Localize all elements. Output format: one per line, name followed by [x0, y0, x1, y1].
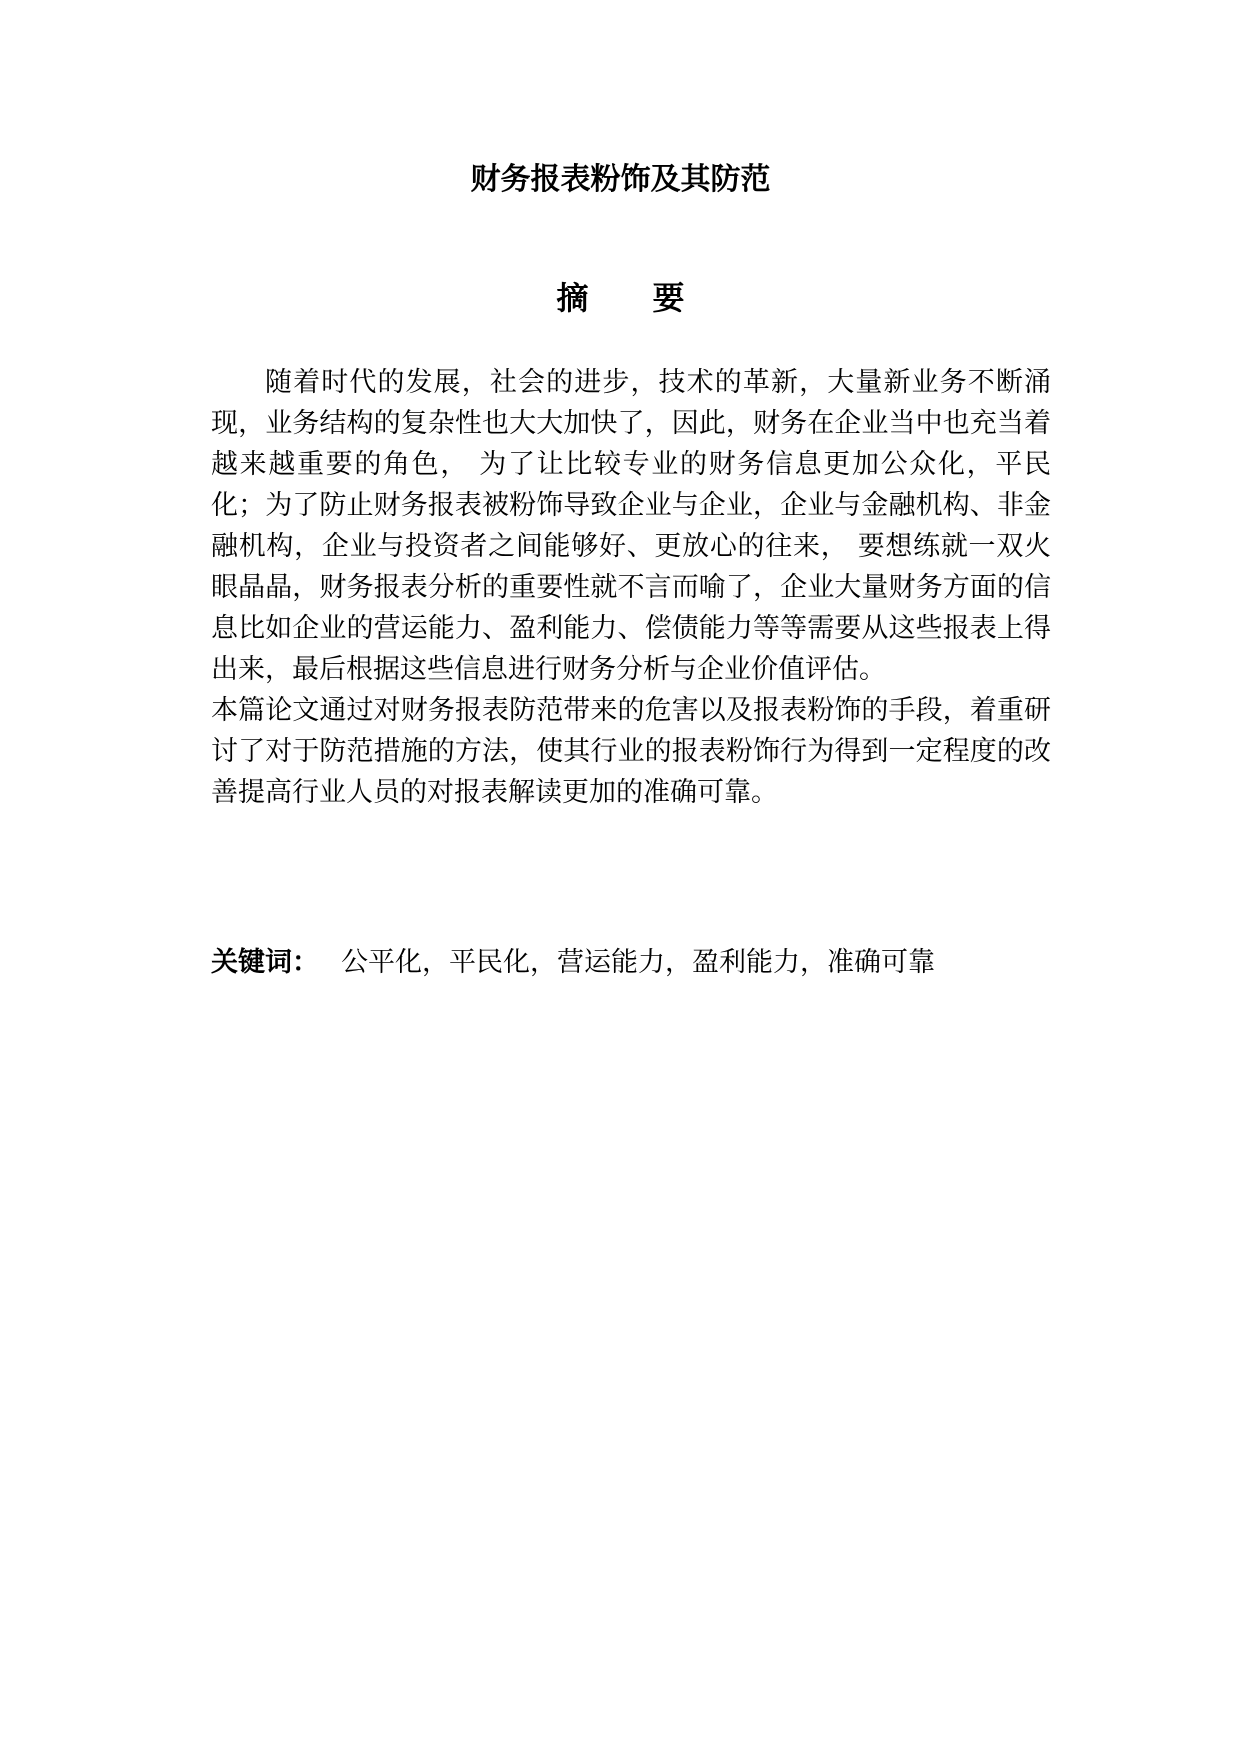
abstract-paragraph-2: 本篇论文通过对财务报表防范带来的危害以及报表粉饰的手段，着重研讨了对于防范措施的方法，使其行业的报表粉饰行为得到一定程度的改善提高行业人员的对报表解读更加的准确可靠。: [211, 695, 1051, 808]
abstract-paragraph-1: 随着时代的发展，社会的进步，技术的革新，大量新业务不断涌现，业务结构的复杂性也大大加快了，因此，财务在企业当中也充当着越来越重要的角色， 为了让比较专业的财务信息更加公众化，平民化；为了防止财务报表被粉饰导致企业与企业，企业与金融机构、非金融机构，企业与投资者之间能够好、更放心的往来， 要想练就一双火眼晶晶，财务报表分析的重要性就不言而喻了，企业大量财务方面的信息比如企业的营运能力、盈利能力、偿债能力等等需要从这些报表上得出来，最后根据这些信息进行财务分析与企业价值评估。: [211, 367, 1051, 685]
keywords-label: 关键词：: [211, 947, 319, 978]
keywords-line: [211, 942, 1051, 983]
abstract-body: [211, 362, 1051, 813]
abstract-heading: 摘要: [556, 279, 749, 317]
keywords-value: 公平化，平民化，营运能力，盈利能力，准确可靠: [341, 947, 935, 978]
paper-title: 财务报表粉饰及其防范: [470, 162, 771, 197]
